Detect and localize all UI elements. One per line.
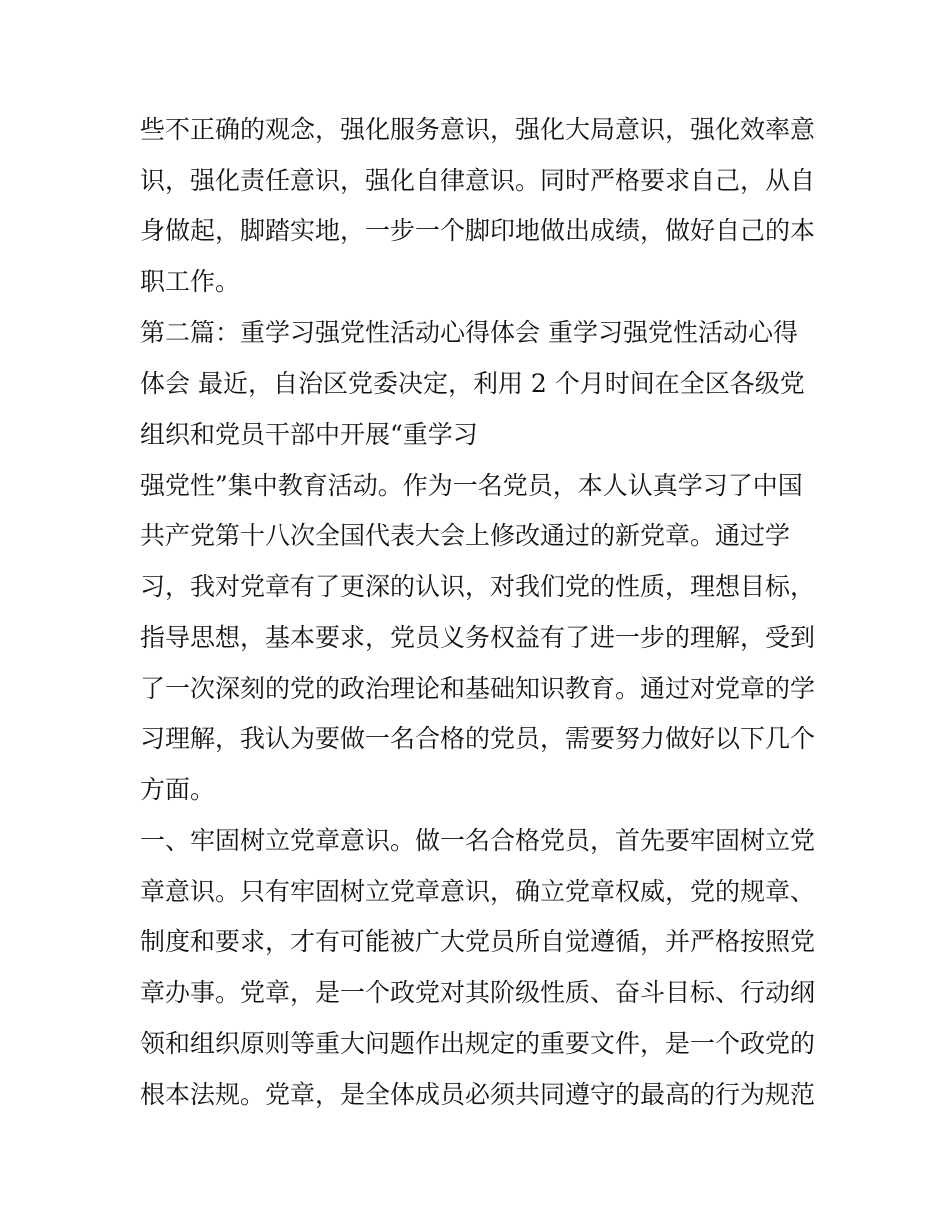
section-heading-line: 第二篇：重学习强党性活动心得体会 重学习强党性活动心得 <box>140 318 798 347</box>
text-line: 了一次深刻的党的政治理论和基础知识教育。通过对党章的学 <box>140 674 816 703</box>
text-line: 领和组织原则等重大问题作出规定的重要文件，是一个政党的 <box>140 1029 816 1058</box>
text-line: 方面。 <box>140 775 216 804</box>
text-line: 章办事。党章，是一个政党对其阶级性质、奋斗目标、行动纲 <box>140 978 816 1007</box>
text-line: 章意识。只有牢固树立党章意识，确立党章权威，党的规章、 <box>140 877 816 906</box>
text-line: 指导思想，基本要求，党员义务权益有了进一步的理解，受到 <box>140 623 816 652</box>
text-line: 习，我对党章有了更深的认识，对我们党的性质，理想目标， <box>140 572 816 601</box>
text-line: 体会 最近，自治区党委决定，利用 2 个月时间在全区各级党 <box>140 369 805 398</box>
text-line: 强党性”集中教育活动。作为一名党员，本人认真学习了中国 <box>140 471 803 500</box>
text-line: 根本法规。党章，是全体成员必须共同遵守的最高的行为规范 <box>140 1080 816 1109</box>
text-line: 些不正确的观念，强化服务意识，强化大局意识，强化效率意 <box>140 115 816 144</box>
text-line: 制度和要求，才有可能被广大党员所自觉遵循，并严格按照党 <box>140 927 816 956</box>
text-line: 习理解，我认为要做一名合格的党员，需要努力做好以下几个 <box>140 724 816 753</box>
text-line: 共产党第十八次全国代表大会上修改通过的新党章。通过学 <box>140 521 791 550</box>
text-line: 组织和党员干部中开展“重学习 <box>140 420 478 449</box>
text-line: 识，强化责任意识，强化自律意识。同时严格要求自己，从自 <box>140 166 816 195</box>
text-line: 身做起，脚踏实地，一步一个脚印地做出成绩，做好自己的本 <box>140 216 816 245</box>
text-line: 职工作。 <box>140 267 241 296</box>
text-line: 一、牢固树立党章意识。做一名合格党员，首先要牢固树立党 <box>140 826 816 855</box>
